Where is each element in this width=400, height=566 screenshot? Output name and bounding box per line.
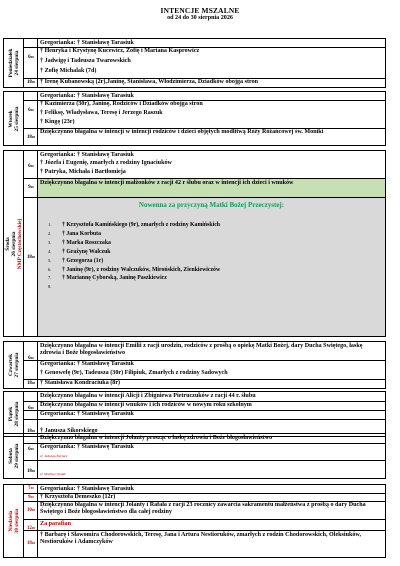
day-date: 25 sierpnia <box>13 106 20 131</box>
mass-intention: Gregorianka: † Stanisławę Tarasiuk <box>40 93 134 99</box>
time-7: $7^{00}$ <box>28 486 34 491</box>
day-date: 27 sierpnia <box>13 352 20 378</box>
mass-intention-parish: Za parafian <box>40 521 71 527</box>
time-9: $9^{00}$ <box>28 185 34 190</box>
day-name: Czwartek <box>7 353 14 377</box>
mass-intention: † Krzysztofa Demeszko (12r) <box>40 494 116 500</box>
time-9: $9^{00}$ <box>28 495 34 500</box>
time-6: $6^{00}$ <box>28 406 34 411</box>
day-date: 24 sierpnia <box>13 50 20 76</box>
time-18: $18^{00}$ <box>26 381 36 386</box>
mass-intention: Dziękczynno błagalna w intencji wnuków i ich rodziców w nowym roku szkolnym <box>40 402 252 408</box>
time-column <box>24 434 38 478</box>
day-saturday <box>3 433 386 479</box>
mass-intention: Gregorianka: † Stanisławę Tarasiuk <box>40 40 134 46</box>
mass-intention: Dziękczynno błagalna w intencji Jolanty prosząc o łaskę zdrowia i Boże błogosławieństwo <box>40 435 273 441</box>
day-friday <box>3 391 386 437</box>
time-18: $18^{00}$ <box>26 469 36 474</box>
day-monday <box>3 38 386 88</box>
mass-intention: † Stanisława Kondraciuka (8r) <box>40 380 121 386</box>
novena-item: 2. † Jana Korbuta <box>48 230 101 237</box>
day-date: 30 sierpnia <box>13 508 20 534</box>
day-label <box>4 39 24 87</box>
day-date: 26 sierpnia <box>10 231 17 256</box>
mass-intention: Dziękczynno błagalna w intencji Jolanty i Rafała z racji 23 rocznicy zawarcia sakramentu małżeństwa z prośbą o dary Ducha Świętego i Boże błogosławieństwo dla całej rodziny <box>40 502 366 516</box>
mass-intention: Dziękczynno błagalna w intencji w intencji rodziców i dzieci objętych modlitwą Róży Różańcowej św. Moniki <box>40 129 324 135</box>
mass-intention: Gregorianka: † Stanisławę Tarasiuk <box>40 411 134 417</box>
novena-list <box>48 221 381 292</box>
feast-name: NMP Częstochowskiej <box>16 218 23 269</box>
mass-intention: † Kingę (23r) <box>40 119 75 125</box>
mass-intention: † Feliksę, Władysława, Teresę i Jerzego Raszuk <box>40 110 163 116</box>
date-range: od 24 do 30 sierpnia 2026 <box>167 15 233 21</box>
time-6: $6^{00}$ <box>28 164 34 169</box>
time-12: $12^{00}$ <box>26 526 36 531</box>
time-column <box>24 392 38 436</box>
time-6: $6^{00}$ <box>28 356 34 361</box>
day-name: Niedziela <box>7 510 14 532</box>
mass-intention: Gregorianka: † Stanisławę Tarasiuk <box>40 152 134 158</box>
mass-intention: † Zofię Michalak (7d) <box>40 68 97 74</box>
day-thursday <box>3 341 386 389</box>
time-18: $18^{00}$ <box>26 429 36 434</box>
novena-item: 1. † Krzysztofa Kamińskiego (9r), zmarłych z rodziny Kamińskich <box>48 222 221 228</box>
time-18: $18^{00}$ <box>26 80 36 85</box>
mass-intention: † Patryka, Michała i Bartłomieja <box>40 169 126 175</box>
day-label <box>4 434 24 478</box>
document-title: INTENCJE MSZALNE <box>160 6 240 15</box>
day-name: Piątek <box>7 406 14 422</box>
day-name: Środa <box>4 236 11 251</box>
mass-intention: Gregorianka: † Stanisławę Tarasiuk <box>40 444 134 450</box>
mass-intention-highlighted: Dziękczynno błagalna w intencji małżonków z racji 42 r ślubu oraz w intencji ich dzieci i wnuków <box>38 179 385 197</box>
day-sunday <box>3 484 386 558</box>
mass-intention: † Jadwigę i Tadeusza Twarowskich <box>40 58 131 64</box>
mass-intention: † Irenę Kubanowską (2r),Janinę, Stanisława, Włodzimierza, Dziadków obojga stron <box>40 79 259 85</box>
day-date: 28 sierpnia <box>13 401 20 427</box>
time-18: $18^{00}$ <box>26 541 36 546</box>
novena-item: 5. † Grzegorza (1r) <box>48 257 104 264</box>
mass-intention: † Kazimierza (30r), Janinę, Rodziców i Dziadków obojga stron <box>40 101 203 107</box>
day-tuesday <box>3 91 386 146</box>
mass-intention: Dziękczynno błagalna w intencji Alicji i Zbigniewa Pietruczuków z racji 44 r. ślubu <box>40 393 256 399</box>
celebrant-note: cf. Jadwiga Derlacz <box>40 454 68 458</box>
day-date: 29 sierpnia <box>13 443 20 469</box>
day-label <box>4 485 24 557</box>
time-column <box>24 485 38 557</box>
day-wednesday <box>3 150 386 337</box>
time-18: $18^{00}$ <box>26 255 36 260</box>
mass-intention: † Józefa i Eugenię, zmarłych z rodziny Ignaciuków <box>40 160 172 166</box>
novena-item: 3. † Marka Roszczaka <box>48 239 111 246</box>
day-name: Wtorek <box>7 109 14 128</box>
novena-item: 6. † Janinę (9r), z rodziny Walczuków, Mirońskich, Zienkiewiczów <box>48 266 221 273</box>
mass-intention: † Genowefę (9r), Tadeusza (30r) Filipiuk, Zmarłych z rodziny Sadowych <box>40 370 228 376</box>
day-label <box>4 392 24 436</box>
novena-item: 7. † Mariannę Cyborską, Janinę Paszkiewicz <box>48 275 167 282</box>
mass-intention: Gregorianka: † Stanisławę Tarasiuk <box>40 361 134 367</box>
mass-intention: Dziękczynno błagalna w intencji Emilii z racji urodzin, rodziców z prośbą o opiekę Matki Bożej, dary Ducha Świętego, łaskę zdrowia i Boże błogosławieństwo <box>40 343 363 357</box>
mass-intention: Gregorianka: † Stanisławę Tarasiuk <box>40 486 134 492</box>
mass-intention: † Henryka i Krystynę Kucewicz, Zofię i Mariana Kasprowicz <box>40 48 200 54</box>
mass-intention: † Janusza Sikorskiego <box>40 428 98 434</box>
novena-item: 8. <box>48 284 52 290</box>
time-column <box>24 342 38 388</box>
novena-item: 4. † Grażynę Walczuk <box>48 248 111 255</box>
mass-intention: † Barbarę i Sławomira Chodorowskich, Teresę, Jana i Artura Nestioruków, zmarłych z rodzin Chodorowskich, Oleksiuków, Nestioruków i Adamczyków <box>40 532 362 546</box>
time-18: $18^{00}$ <box>26 135 36 140</box>
day-name: Poniedziałek <box>7 48 14 78</box>
time-10: $10^{00}$ <box>26 508 36 513</box>
day-name: Sobota <box>7 448 14 464</box>
day-label <box>4 342 24 388</box>
time-6: $6^{00}$ <box>28 447 34 452</box>
time-6: $6^{00}$ <box>28 108 34 113</box>
novena-block <box>38 198 385 336</box>
time-6: $6^{00}$ <box>28 55 34 60</box>
day-label <box>4 92 24 145</box>
novena-title: Nowenna za przyczyną Matki Bożej Przeczystej: <box>138 201 285 209</box>
celebrant-note: cf. Monika Chudek <box>40 472 66 476</box>
day-label <box>4 151 24 336</box>
